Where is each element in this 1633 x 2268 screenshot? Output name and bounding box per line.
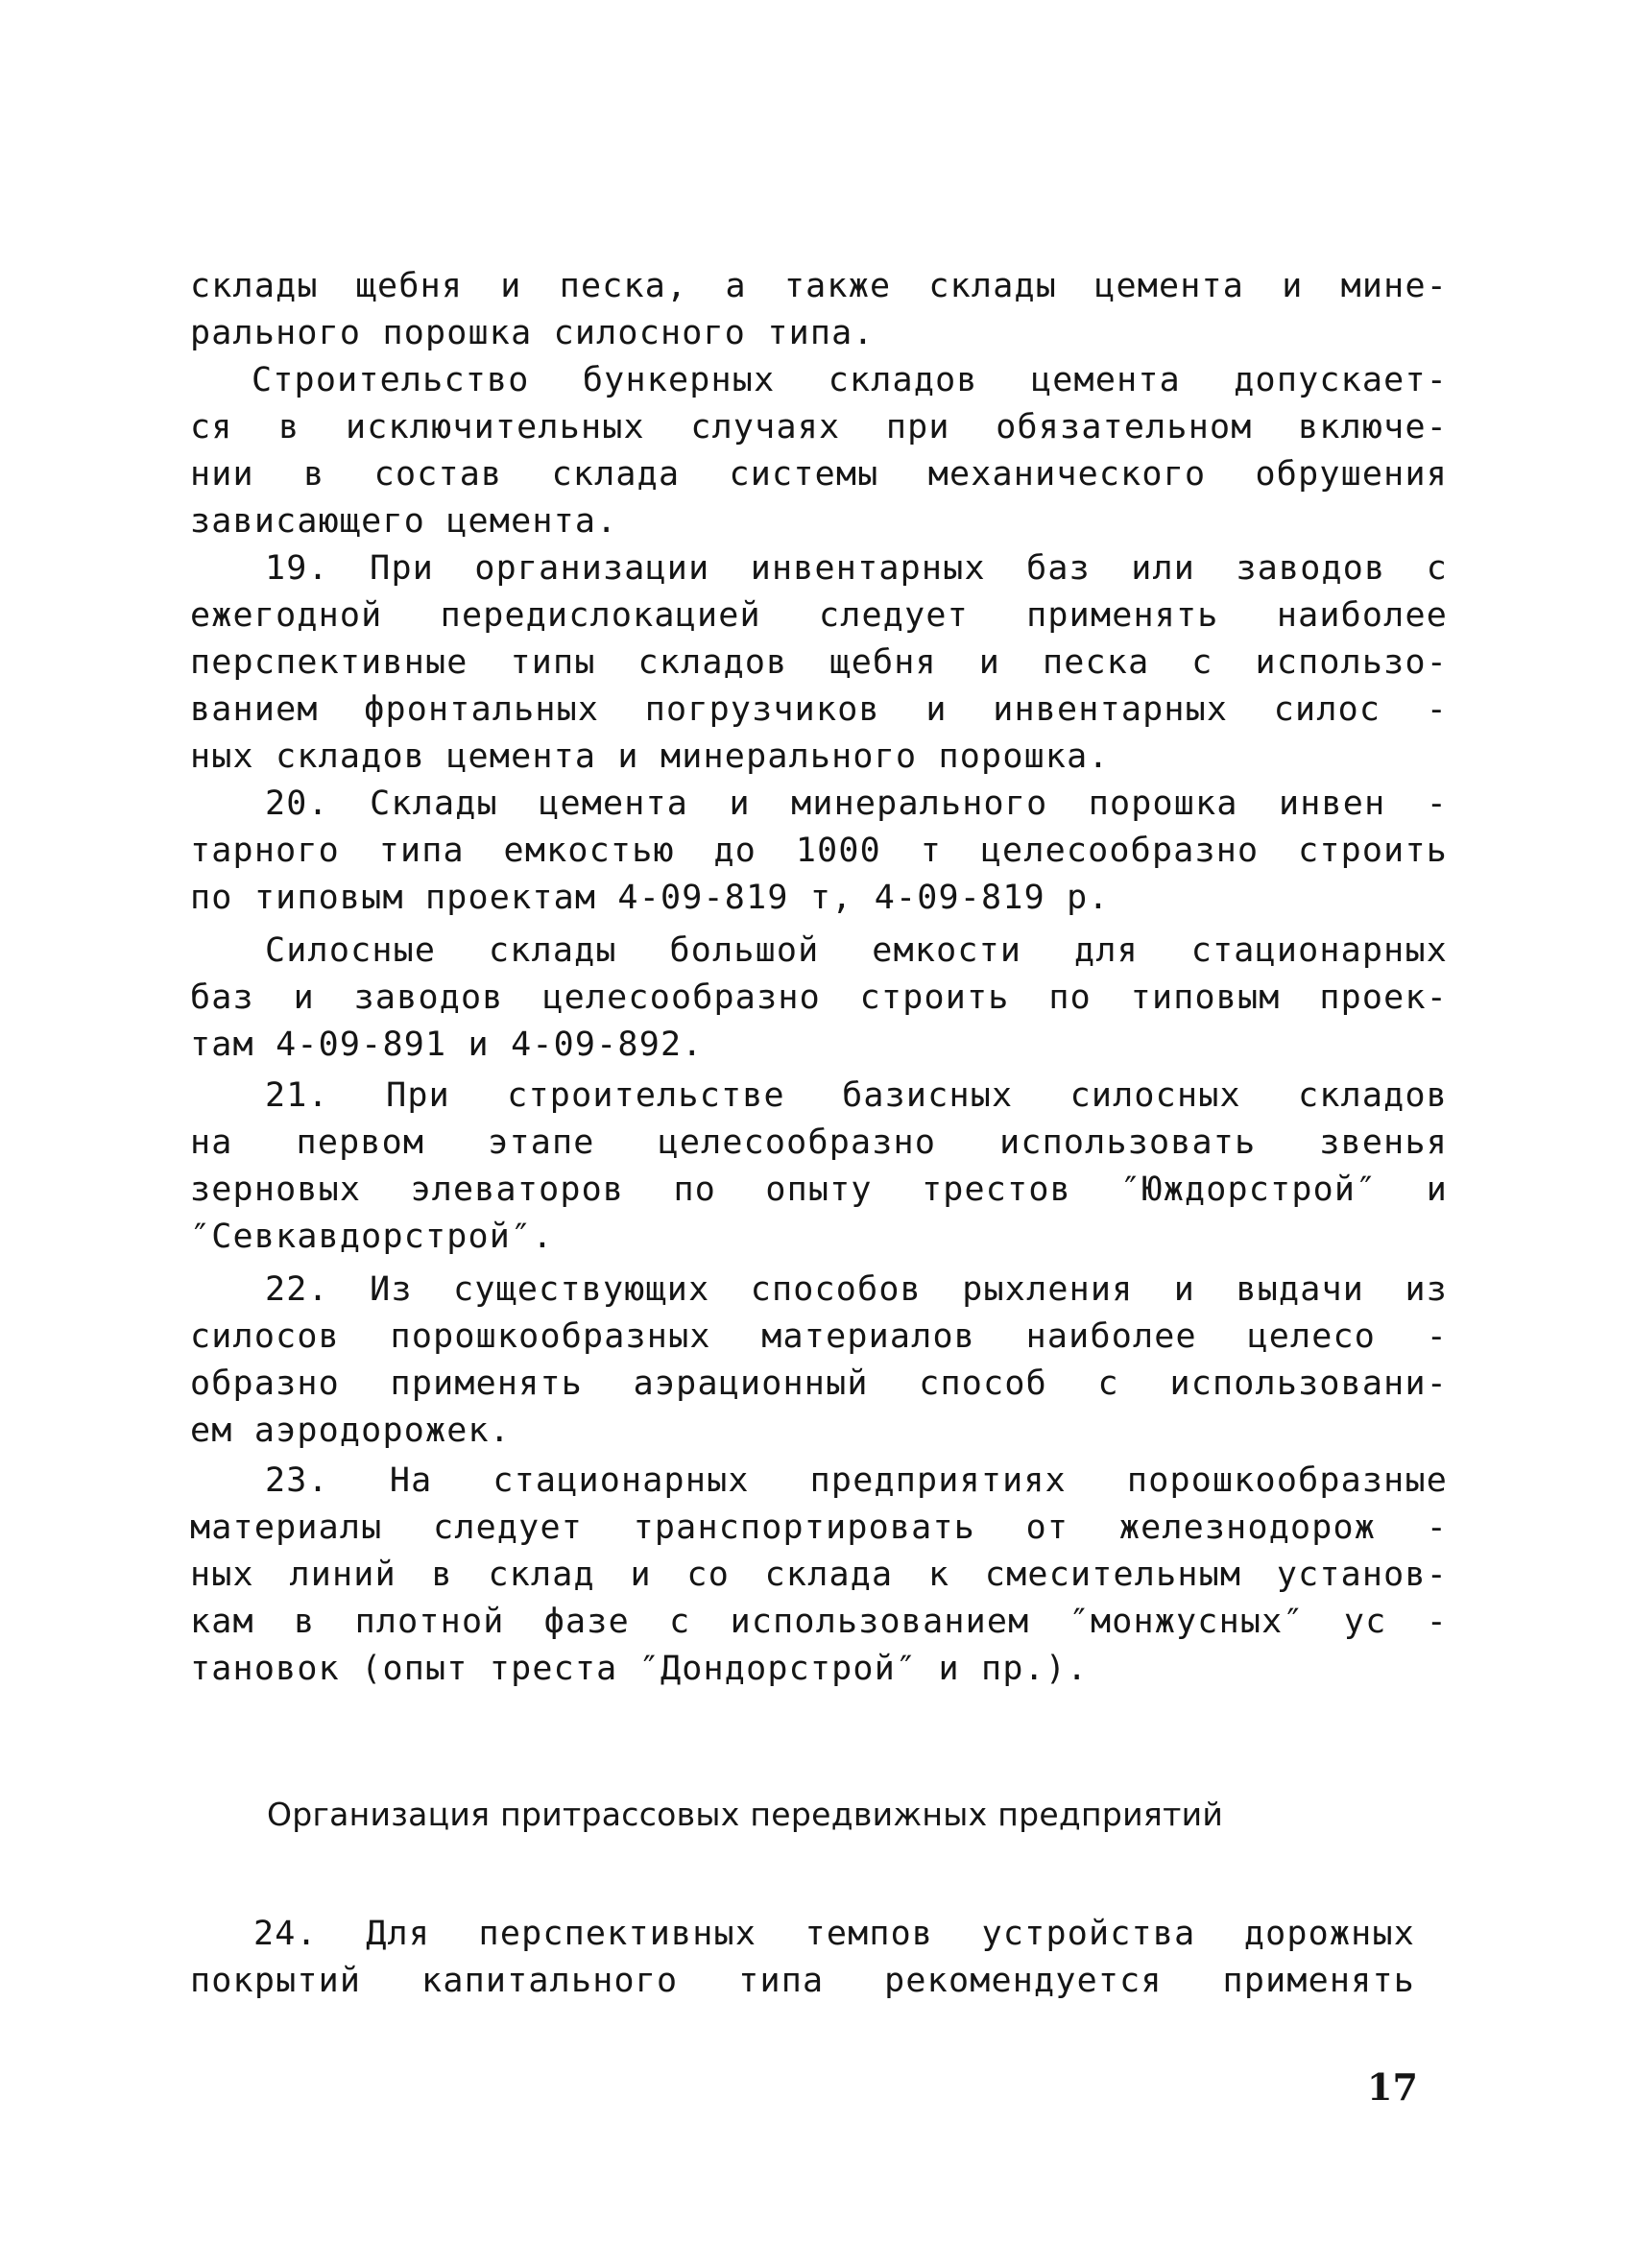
- text-line: баз и заводов целесообразно строить по типовым проек-: [190, 978, 1448, 1017]
- text-line: покрытий капитального типа рекомендуется применять: [190, 1962, 1415, 2000]
- paragraph-first-line: 21. При строительстве базисных силосных складов: [265, 1076, 1448, 1115]
- text-line: ежегодной передислокацией следует применять наиболее: [190, 596, 1448, 635]
- text-line: рального порошка силосного типа.: [190, 314, 875, 352]
- text-line: ных складов цемента и минерального порошка.: [190, 737, 1110, 776]
- text-line: там 4-09-891 и 4-09-892.: [190, 1025, 704, 1064]
- text-line: склады щебня и песка, а также склады цемента и мине-: [190, 267, 1448, 305]
- text-line: ем аэродорожек.: [190, 1411, 512, 1450]
- page-number: 17: [1367, 2065, 1418, 2109]
- paragraph-first-line: 20. Склады цемента и минерального порошка инвен -: [265, 784, 1448, 823]
- paragraph-first-line: 23. На стационарных предприятиях порошкообразные: [265, 1461, 1448, 1500]
- text-line: зерновых элеваторов по опыту трестов ″Юждорстрой″ и: [190, 1170, 1448, 1209]
- text-line: образно применять аэрационный способ с использовани-: [190, 1364, 1448, 1403]
- text-line: материалы следует транспортировать от железнодорож -: [190, 1508, 1448, 1547]
- text-line: на первом этапе целесообразно использовать звенья: [190, 1123, 1448, 1162]
- text-line: ванием фронтальных погрузчиков и инвентарных силос -: [190, 690, 1448, 729]
- paragraph-first-line: Силосные склады большой емкости для стационарных: [265, 931, 1448, 970]
- text-line: перспективные типы складов щебня и песка с использо-: [190, 643, 1448, 682]
- text-line: нии в состав склада системы механического обрушения: [190, 455, 1448, 494]
- section-heading: Организация притрассовых передвижных предприятий: [267, 1796, 1224, 1833]
- text-line: ных линий в склад и со склада к смесительным установ-: [190, 1556, 1448, 1594]
- paragraph-first-line: 19. При организации инвентарных баз или заводов с: [265, 549, 1448, 588]
- text-line: ″Севкавдорстрой″.: [190, 1218, 554, 1256]
- text-line: тановок (опыт треста ″Дондорстрой″ и пр.).: [190, 1650, 1089, 1688]
- text-line: зависающего цемента.: [190, 502, 618, 541]
- text-line: силосов порошкообразных материалов наиболее целесо -: [190, 1317, 1448, 1356]
- text-line: по типовым проектам 4-09-819 т, 4-09-819 р.: [190, 879, 1110, 917]
- text-line: тарного типа емкостью до 1000 т целесообразно строить: [190, 832, 1448, 870]
- paragraph-first-line: Строительство бункерных складов цемента допускает-: [252, 361, 1448, 399]
- paragraph-first-line: 24. Для перспективных темпов устройства дорожных: [253, 1915, 1415, 1953]
- text-line: кам в плотной фазе с использованием ″монжусных″ ус -: [190, 1603, 1448, 1641]
- text-line: ся в исключительных случаях при обязательном включе-: [190, 408, 1448, 446]
- paragraph-first-line: 22. Из существующих способов рыхления и выдачи из: [265, 1270, 1448, 1309]
